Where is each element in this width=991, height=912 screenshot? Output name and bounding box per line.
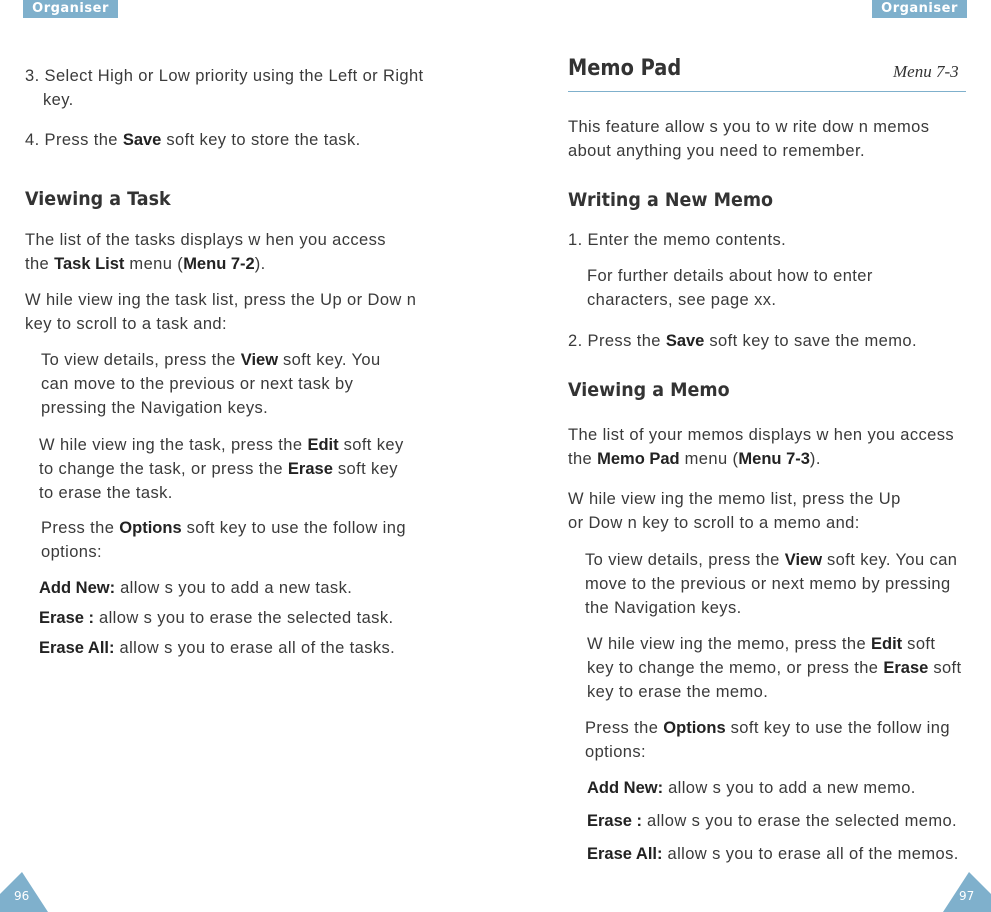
view-item (41, 348, 411, 420)
text: soft key to save the memo. (704, 332, 917, 350)
text: soft key. You can move to the previous or next task by pressing the Navigation keys. (41, 351, 381, 417)
heading-viewing-memo: Viewing a Memo (568, 379, 730, 401)
erase-keyword: Erase : (39, 609, 95, 627)
text: soft key to use the follow ing options: (41, 519, 406, 561)
text: To view details, press the (41, 351, 241, 369)
erase-all-keyword: Erase All: (587, 845, 663, 863)
options-keyword: Options (663, 719, 726, 737)
text: ). (254, 255, 266, 273)
view-keyword: View (784, 551, 823, 569)
section-tab-right: Organiser (872, 0, 967, 18)
heading-writing-memo: Writing a New Memo (568, 189, 774, 211)
text: allow s you to add a new task. (115, 579, 353, 597)
text: soft key to erase the task. (39, 460, 398, 502)
edit-keyword: Edit (871, 635, 903, 653)
save-keyword: Save (665, 332, 705, 350)
heading-viewing-task: Viewing a Task (25, 188, 171, 210)
text: allow s you to add a new memo. (663, 779, 916, 797)
step-4-text-end: soft key to store the task. (161, 131, 361, 149)
text: ). (809, 450, 821, 468)
step-4-text: 4. Press the (25, 131, 123, 149)
menu-reference: Menu 7-3 (893, 62, 959, 81)
text: allow s you to erase all of the tasks. (114, 639, 396, 657)
memo-option-erase-all (587, 842, 965, 866)
step-2 (568, 329, 963, 353)
view-keyword: View (240, 351, 279, 369)
options-item (41, 516, 411, 564)
memo-option-add-new (587, 776, 965, 800)
task-list-keyword: Task List (54, 255, 125, 273)
erase-keyword: Erase (287, 460, 333, 478)
option-erase (39, 606, 419, 630)
section-tab-left: Organiser (23, 0, 118, 18)
memo-view-item (585, 548, 963, 620)
memo-edit-item (587, 632, 965, 704)
text: soft key. You can move to the previous or next memo by pressing the Navigation keys. (585, 551, 958, 617)
intro-paragraph: This feature allow s you to w rite dow n memos about anything you need to remember. (568, 118, 930, 160)
menu-keyword: Menu 7-3 (738, 450, 810, 468)
option-erase-all (39, 636, 419, 660)
erase-keyword: Erase (883, 659, 929, 677)
text: soft key to use the follow ing options: (585, 719, 950, 761)
memo-option-erase (587, 809, 965, 833)
page-title: Memo Pad (568, 56, 682, 81)
text: Press the (585, 719, 664, 737)
add-new-keyword: Add New: (587, 779, 664, 797)
edit-keyword: Edit (307, 436, 339, 454)
text: The list of your memos displays w hen you access the (568, 426, 955, 468)
text: W hile view ing the task, press the (39, 436, 308, 454)
memo-options-item (585, 716, 955, 764)
text: menu ( (679, 450, 739, 468)
text: allow s you to erase the selected task. (94, 609, 394, 627)
text: allow s you to erase the selected memo. (642, 812, 958, 830)
text: To view details, press the (585, 551, 785, 569)
step-1: 1. Enter the memo contents. (568, 231, 787, 249)
text: menu ( (124, 255, 184, 273)
text: 2. Press the (568, 332, 666, 350)
step-1-note: For further details about how to enter characters, see page xx. (587, 267, 873, 309)
task-list-paragraph (25, 228, 405, 276)
options-keyword: Options (119, 519, 182, 537)
scroll-paragraph: W hile view ing the task list, press the Up or Dow n key to scroll to a task and: (25, 291, 417, 333)
add-new-keyword: Add New: (39, 579, 116, 597)
memo-scroll-paragraph: W hile view ing the memo list, press the Up or Dow n key to scroll to a memo and: (568, 490, 901, 532)
text: W hile view ing the memo, press the (587, 635, 872, 653)
menu-keyword: Menu 7-2 (183, 255, 255, 273)
memo-pad-keyword: Memo Pad (597, 450, 680, 468)
memo-list-paragraph (568, 423, 963, 471)
text: soft key to change the task, or press the (39, 436, 404, 478)
step-3: 3. Select High or Low priority using the Left or Right key. (25, 67, 424, 109)
option-add-new (39, 576, 419, 600)
text: Press the (41, 519, 120, 537)
title-underline (568, 91, 966, 92)
page-number-left: 96 (14, 889, 30, 903)
text: soft key to change the memo, or press the (587, 635, 936, 677)
page-number-right: 97 (959, 889, 975, 903)
text: allow s you to erase all of the memos. (662, 845, 959, 863)
erase-all-keyword: Erase All: (39, 639, 115, 657)
text: The list of the tasks displays w hen you access the (25, 231, 386, 273)
erase-keyword: Erase : (587, 812, 643, 830)
step-4 (25, 128, 425, 152)
edit-item (39, 433, 409, 505)
save-keyword: Save (122, 131, 162, 149)
text: soft key to erase the memo. (587, 659, 962, 701)
